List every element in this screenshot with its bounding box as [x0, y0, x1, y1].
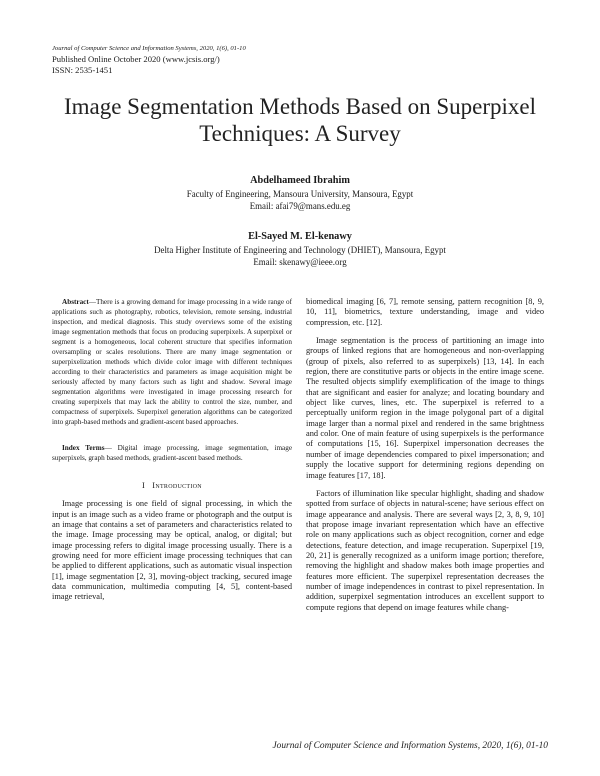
body-paragraph: Image segmentation is the process of partitioning an image into groups of linked regions that are homogeneous and non-overlapping (group of pixels, also referred to as superpixels) [13, 14]. In each region, there are constitutive parts or objects in the entire image scene. The resulted objects simplify exemplification of the image to things that are significant and easier for analyze; and locating boundary and object like curves, lines, etc. The superpixel is referred to a perceptually uniform region in the image polygonal part of a digital image larger than a normal pixel and rendered in the same brightness and color. One of main feature of using superpixels is the performance of computations [15, 16]. Superpixel impersonation decreases the number of image dependencies compared to pixel impersonation; and supply the locative support for determining regions depending on image features [17, 18].: [306, 336, 544, 480]
journal-citation: Journal of Computer Science and Information Systems, 2020, 1(6), 01-10: [52, 45, 246, 52]
paper-title: Image Segmentation Methods Based on Superpixel Techniques: A Survey: [63, 94, 537, 146]
abstract-label: Abstract: [62, 298, 89, 306]
author-name: El-Sayed M. El-kenawy: [248, 231, 352, 242]
author-affiliation: Delta Higher Institute of Engineering and Technology (DHIET), Mansoura, Egypt: [154, 245, 446, 255]
left-column: [52, 297, 292, 603]
issn: ISSN: 2535-1451: [52, 65, 113, 75]
section-heading: [52, 481, 292, 491]
author-email: Email: afai79@mans.edu.eg: [249, 201, 351, 211]
page-footer: Journal of Computer Science and Information Systems, 2020, 1(6), 01-10: [272, 741, 548, 751]
author-block-1: [0, 174, 600, 212]
right-column: [306, 297, 544, 621]
page-header: [52, 44, 552, 76]
author-block-2: [0, 230, 600, 268]
abstract-dash: —: [88, 298, 96, 306]
body-paragraph: biomedical imaging [6, 7], remote sensing, pattern recognition [8, 9, 10, 11], biometrics, texture understanding, image and video compression, etc. [12].: [306, 297, 544, 327]
author-email: Email: skenawy@ieee.org: [253, 257, 347, 267]
body-paragraph: Factors of illumination like specular highlight, shading and shadow spotted from surface of objects in natural-scene; have serious effect on image appearance and analysis. There are several ways [2, 3, 8, 9, 10] that propose image invariant representation which have an effective role on many applications such as object recognition, corner and edge detections, feature detection, and image recuperation. Superpixel [19, 20, 21] is generally recognized as a uniform image portion; therefore, removing the highlight and shadow makes both image properties and features more efficient. The superpixel representation decreases the number of image independences in contrast to pixel representation. In addition, superpixel segmentation introduces an excellent support to compute regions that depend on image features while chang-: [306, 488, 544, 612]
index-terms-text: Digital image processing, image segmentation, image superpixels, graph based methods, gradient-ascent based methods.: [52, 444, 293, 462]
author-affiliation: Faculty of Engineering, Mansoura University, Mansoura, Egypt: [186, 189, 414, 199]
index-terms-dash: —: [104, 444, 118, 452]
abstract-text: There is a growing demand for image processing in a wide range of applications such as photography, robotics, television, remote sensing, industrial inspection, and medical diagnosis. This study overviews some of the existing image segmentation methods that focus on producing superpixels. A superpixel or segment is a homogeneous, local coherent structure that specifies information oversampling or scales resolutions. There are many image segmentation or superpixelization methods which divide color image with different techniques according to their characteristics and parameters as image acquisition might be seriously affected by many factors such as light and shadow. Several image segmentation algorithms were investigated in image processing research for creating superpixels that may lack the ability to control the size, number, and compactness of superpixels. Superpixel generation algorithms can be categorized into graph-based methods and gradient-ascent based approaches.: [52, 298, 292, 426]
abstract: [52, 297, 292, 427]
section-number: I: [142, 481, 146, 490]
index-terms: [52, 443, 292, 463]
author-name: Abdelhameed Ibrahim: [250, 175, 350, 186]
publication-date: Published Online October 2020 (www.jcsis.org/): [52, 54, 220, 64]
section-title: Introduction: [152, 481, 202, 490]
index-terms-label: Index Terms: [62, 444, 105, 452]
intro-paragraph: Image processing is one field of signal processing, in which the input is an image such as a video frame or photograph and the output is an image that contains a set of parameters and characteristics related to the image. Image processing may be optical, analog, or digital; but image processing refers to digital image processing usually. There is a growing need for more efficient image processing techniques that can be applied to different applications, such as automatic visual inspection [1], image segmentation [2, 3], moving-object tracking, secured image data communication, multimedia computing [4, 5], content-based image retrieval,: [52, 499, 292, 602]
